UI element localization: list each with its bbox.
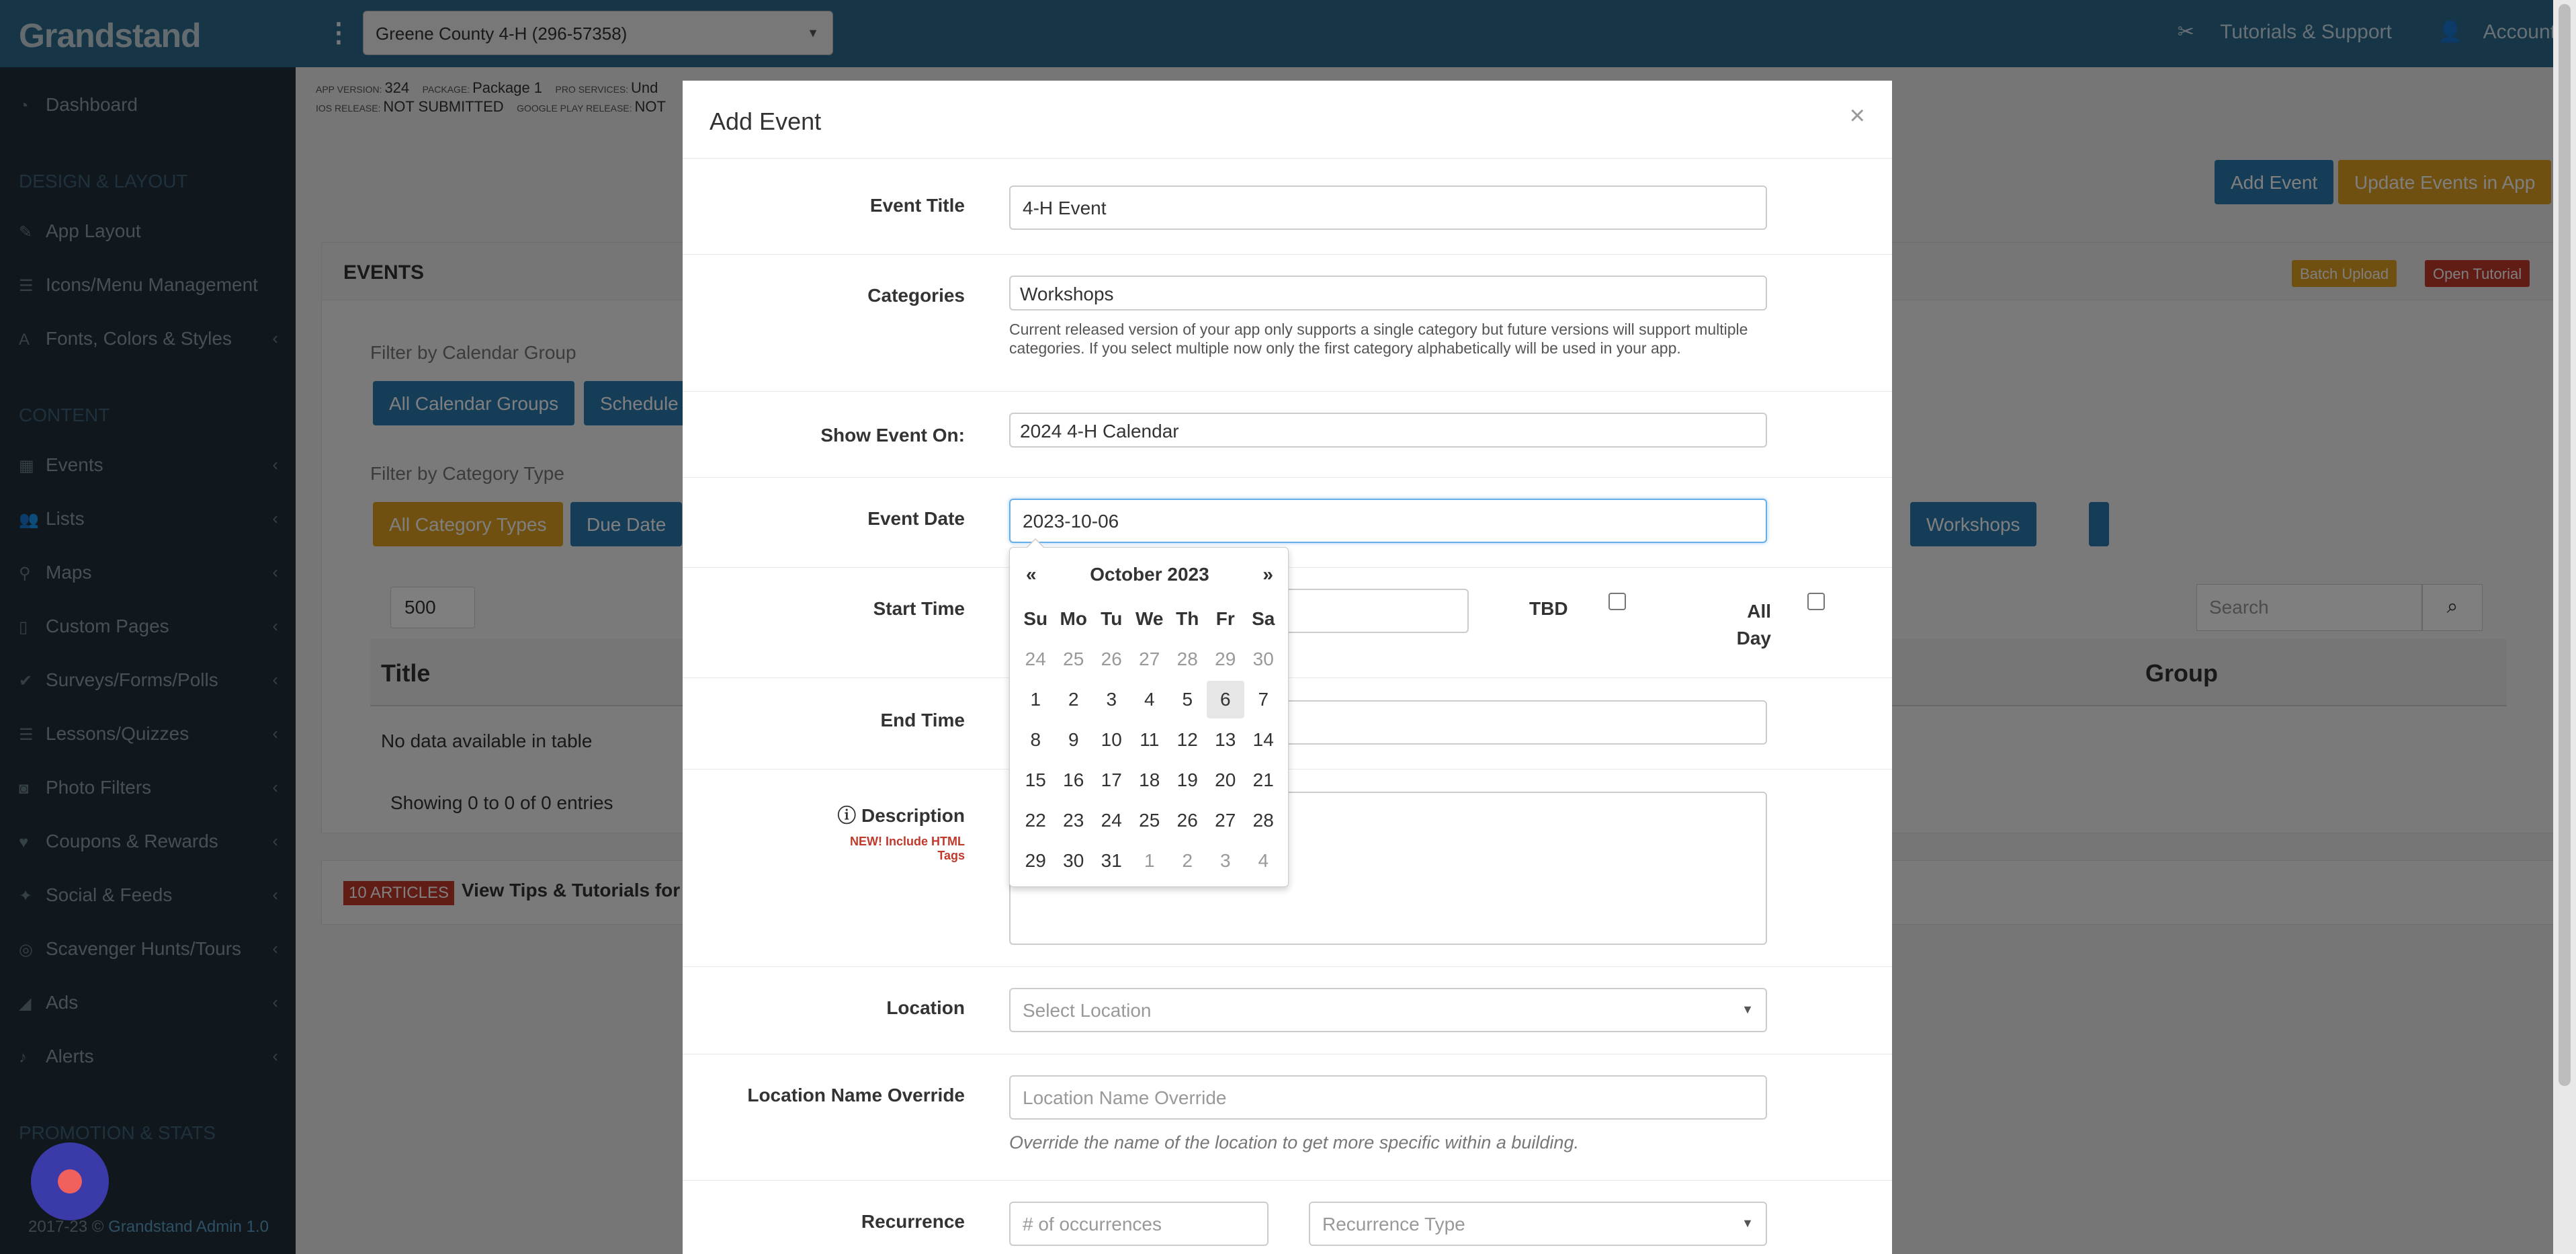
week-row xyxy=(1017,640,1283,681)
date-picker-month[interactable]: October 2023 xyxy=(1090,564,1209,585)
row-divider xyxy=(683,477,1892,478)
week-row xyxy=(1017,721,1283,761)
event-title-label: Event Title xyxy=(869,195,965,216)
category-tag: Workshops xyxy=(1020,284,1114,304)
calendar-day[interactable]: 2 xyxy=(1182,850,1193,871)
row-divider xyxy=(683,391,1892,392)
event-date-input[interactable]: 2023-10-06 xyxy=(1009,499,1767,543)
calendar-day[interactable]: 23 xyxy=(1063,810,1084,831)
day-of-week: Sa xyxy=(1252,608,1275,629)
calendar-day[interactable]: 7 xyxy=(1258,689,1269,710)
calendar-day[interactable]: 12 xyxy=(1176,729,1198,750)
event-title-input[interactable]: 4-H Event xyxy=(1009,185,1767,230)
calendar-day[interactable]: 26 xyxy=(1101,649,1122,669)
end-time-label: End Time xyxy=(880,710,965,730)
calendar-day[interactable]: 27 xyxy=(1139,649,1160,669)
day-of-week: Fr xyxy=(1215,608,1235,629)
week-row xyxy=(1017,761,1283,802)
calendar-day[interactable]: 26 xyxy=(1176,810,1198,831)
row-divider xyxy=(683,1180,1892,1181)
calendar-day[interactable]: 25 xyxy=(1139,810,1160,831)
week-row xyxy=(1017,802,1283,842)
calendar-day[interactable]: 9 xyxy=(1068,729,1079,750)
location-select[interactable]: Select Location ▼ xyxy=(1009,988,1767,1032)
tbd-label: TBD xyxy=(1529,598,1568,619)
calendar-day[interactable]: 13 xyxy=(1215,729,1236,750)
all-day-label: All Day xyxy=(1736,601,1771,649)
calendar-day[interactable]: 28 xyxy=(1252,810,1274,831)
page-scrollbar[interactable] xyxy=(2553,0,2576,1254)
occurrences-input[interactable]: # of occurrences xyxy=(1009,1202,1269,1246)
date-picker-header xyxy=(1010,564,1289,591)
date-picker-grid xyxy=(1017,600,1283,882)
calendar-tag: 2024 4-H Calendar xyxy=(1020,421,1179,442)
calendar-day[interactable]: 24 xyxy=(1101,810,1122,831)
day-of-week: Tu xyxy=(1101,608,1123,629)
calendar-day[interactable]: 14 xyxy=(1252,729,1274,750)
row-divider xyxy=(683,254,1892,255)
calendar-day[interactable]: 8 xyxy=(1030,729,1041,750)
calendar-day[interactable]: 4 xyxy=(1258,850,1269,871)
calendar-day[interactable]: 16 xyxy=(1063,769,1084,790)
calendar-day[interactable]: 30 xyxy=(1252,649,1274,669)
location-override-label: Location Name Override xyxy=(747,1085,965,1105)
calendar-day[interactable]: 19 xyxy=(1176,769,1198,790)
tbd-checkbox[interactable] xyxy=(1608,593,1626,610)
calendar-day[interactable]: 2 xyxy=(1068,689,1079,710)
show-event-on-label: Show Event On: xyxy=(820,425,965,446)
day-of-week: We xyxy=(1135,608,1164,629)
calendar-day[interactable]: 22 xyxy=(1025,810,1046,831)
calendar-day[interactable]: 30 xyxy=(1063,850,1084,871)
start-time-label: Start Time xyxy=(873,598,965,619)
all-day-checkbox[interactable] xyxy=(1807,593,1825,610)
chevron-down-icon: ▼ xyxy=(1742,1216,1754,1230)
calendar-day[interactable]: 6 xyxy=(1207,681,1245,718)
location-override-input[interactable]: Location Name Override xyxy=(1009,1075,1767,1120)
calendar-day[interactable]: 1 xyxy=(1144,850,1155,871)
recurrence-type-select[interactable]: Recurrence Type ▼ xyxy=(1309,1202,1767,1246)
week-row xyxy=(1017,681,1283,721)
calendar-day[interactable]: 28 xyxy=(1176,649,1198,669)
location-override-help: Override the name of the location to get more specific within a building. xyxy=(1009,1132,1579,1153)
calendar-day[interactable]: 15 xyxy=(1025,769,1046,790)
calendar-day[interactable]: 31 xyxy=(1101,850,1122,871)
recurrence-label: Recurrence xyxy=(861,1211,965,1232)
calendar-day[interactable]: 17 xyxy=(1101,769,1122,790)
close-icon[interactable]: × xyxy=(1849,101,1865,130)
scrollbar-thumb[interactable] xyxy=(2559,4,2571,1086)
week-row xyxy=(1017,842,1283,882)
calendar-day[interactable]: 3 xyxy=(1219,850,1231,871)
chevron-down-icon: ▼ xyxy=(1742,1003,1754,1016)
calendar-day[interactable]: 10 xyxy=(1101,729,1122,750)
calendar-day[interactable]: 11 xyxy=(1140,729,1160,750)
calendar-day[interactable]: 3 xyxy=(1106,689,1117,710)
previous-month-icon[interactable]: « xyxy=(1026,564,1037,585)
date-picker xyxy=(1009,547,1289,887)
event-date-label: Event Date xyxy=(867,508,965,529)
next-month-icon[interactable]: » xyxy=(1262,564,1273,585)
day-of-week: Su xyxy=(1023,608,1048,629)
calendar-day[interactable]: 4 xyxy=(1144,689,1155,710)
calendar-day[interactable]: 24 xyxy=(1025,649,1046,669)
calendar-day[interactable]: 5 xyxy=(1182,689,1193,710)
calendar-day[interactable]: 25 xyxy=(1063,649,1084,669)
chat-widget-button[interactable] xyxy=(31,1142,109,1220)
calendar-day[interactable]: 20 xyxy=(1215,769,1236,790)
calendar-day[interactable]: 21 xyxy=(1252,769,1274,790)
categories-help-text: Current released version of your app only supports a single category but future versions will support multiple categories. If you select multiple now only the first category alphabetically will be used in your app. xyxy=(1009,321,1748,357)
calendar-day[interactable]: 27 xyxy=(1215,810,1236,831)
location-label: Location xyxy=(886,997,965,1018)
notification-dot-icon xyxy=(58,1169,82,1194)
calendar-day[interactable]: 29 xyxy=(1025,850,1046,871)
description-label: ⓘ Description xyxy=(837,805,965,826)
calendar-day[interactable]: 18 xyxy=(1139,769,1160,790)
info-icon: ⓘ xyxy=(837,805,861,826)
day-of-week: Th xyxy=(1176,608,1199,629)
html-tags-note: NEW! Include HTML Tags xyxy=(850,835,965,862)
day-of-week-row xyxy=(1017,600,1283,640)
modal-title: Add Event xyxy=(710,108,822,135)
show-event-on-select[interactable] xyxy=(1009,413,1767,448)
calendar-day[interactable]: 29 xyxy=(1215,649,1236,669)
categories-label: Categories xyxy=(867,285,965,306)
categories-select[interactable] xyxy=(1009,276,1767,310)
calendar-day[interactable]: 1 xyxy=(1030,689,1041,710)
row-divider xyxy=(683,966,1892,967)
day-of-week: Mo xyxy=(1060,608,1087,629)
modal-header xyxy=(683,81,1892,159)
